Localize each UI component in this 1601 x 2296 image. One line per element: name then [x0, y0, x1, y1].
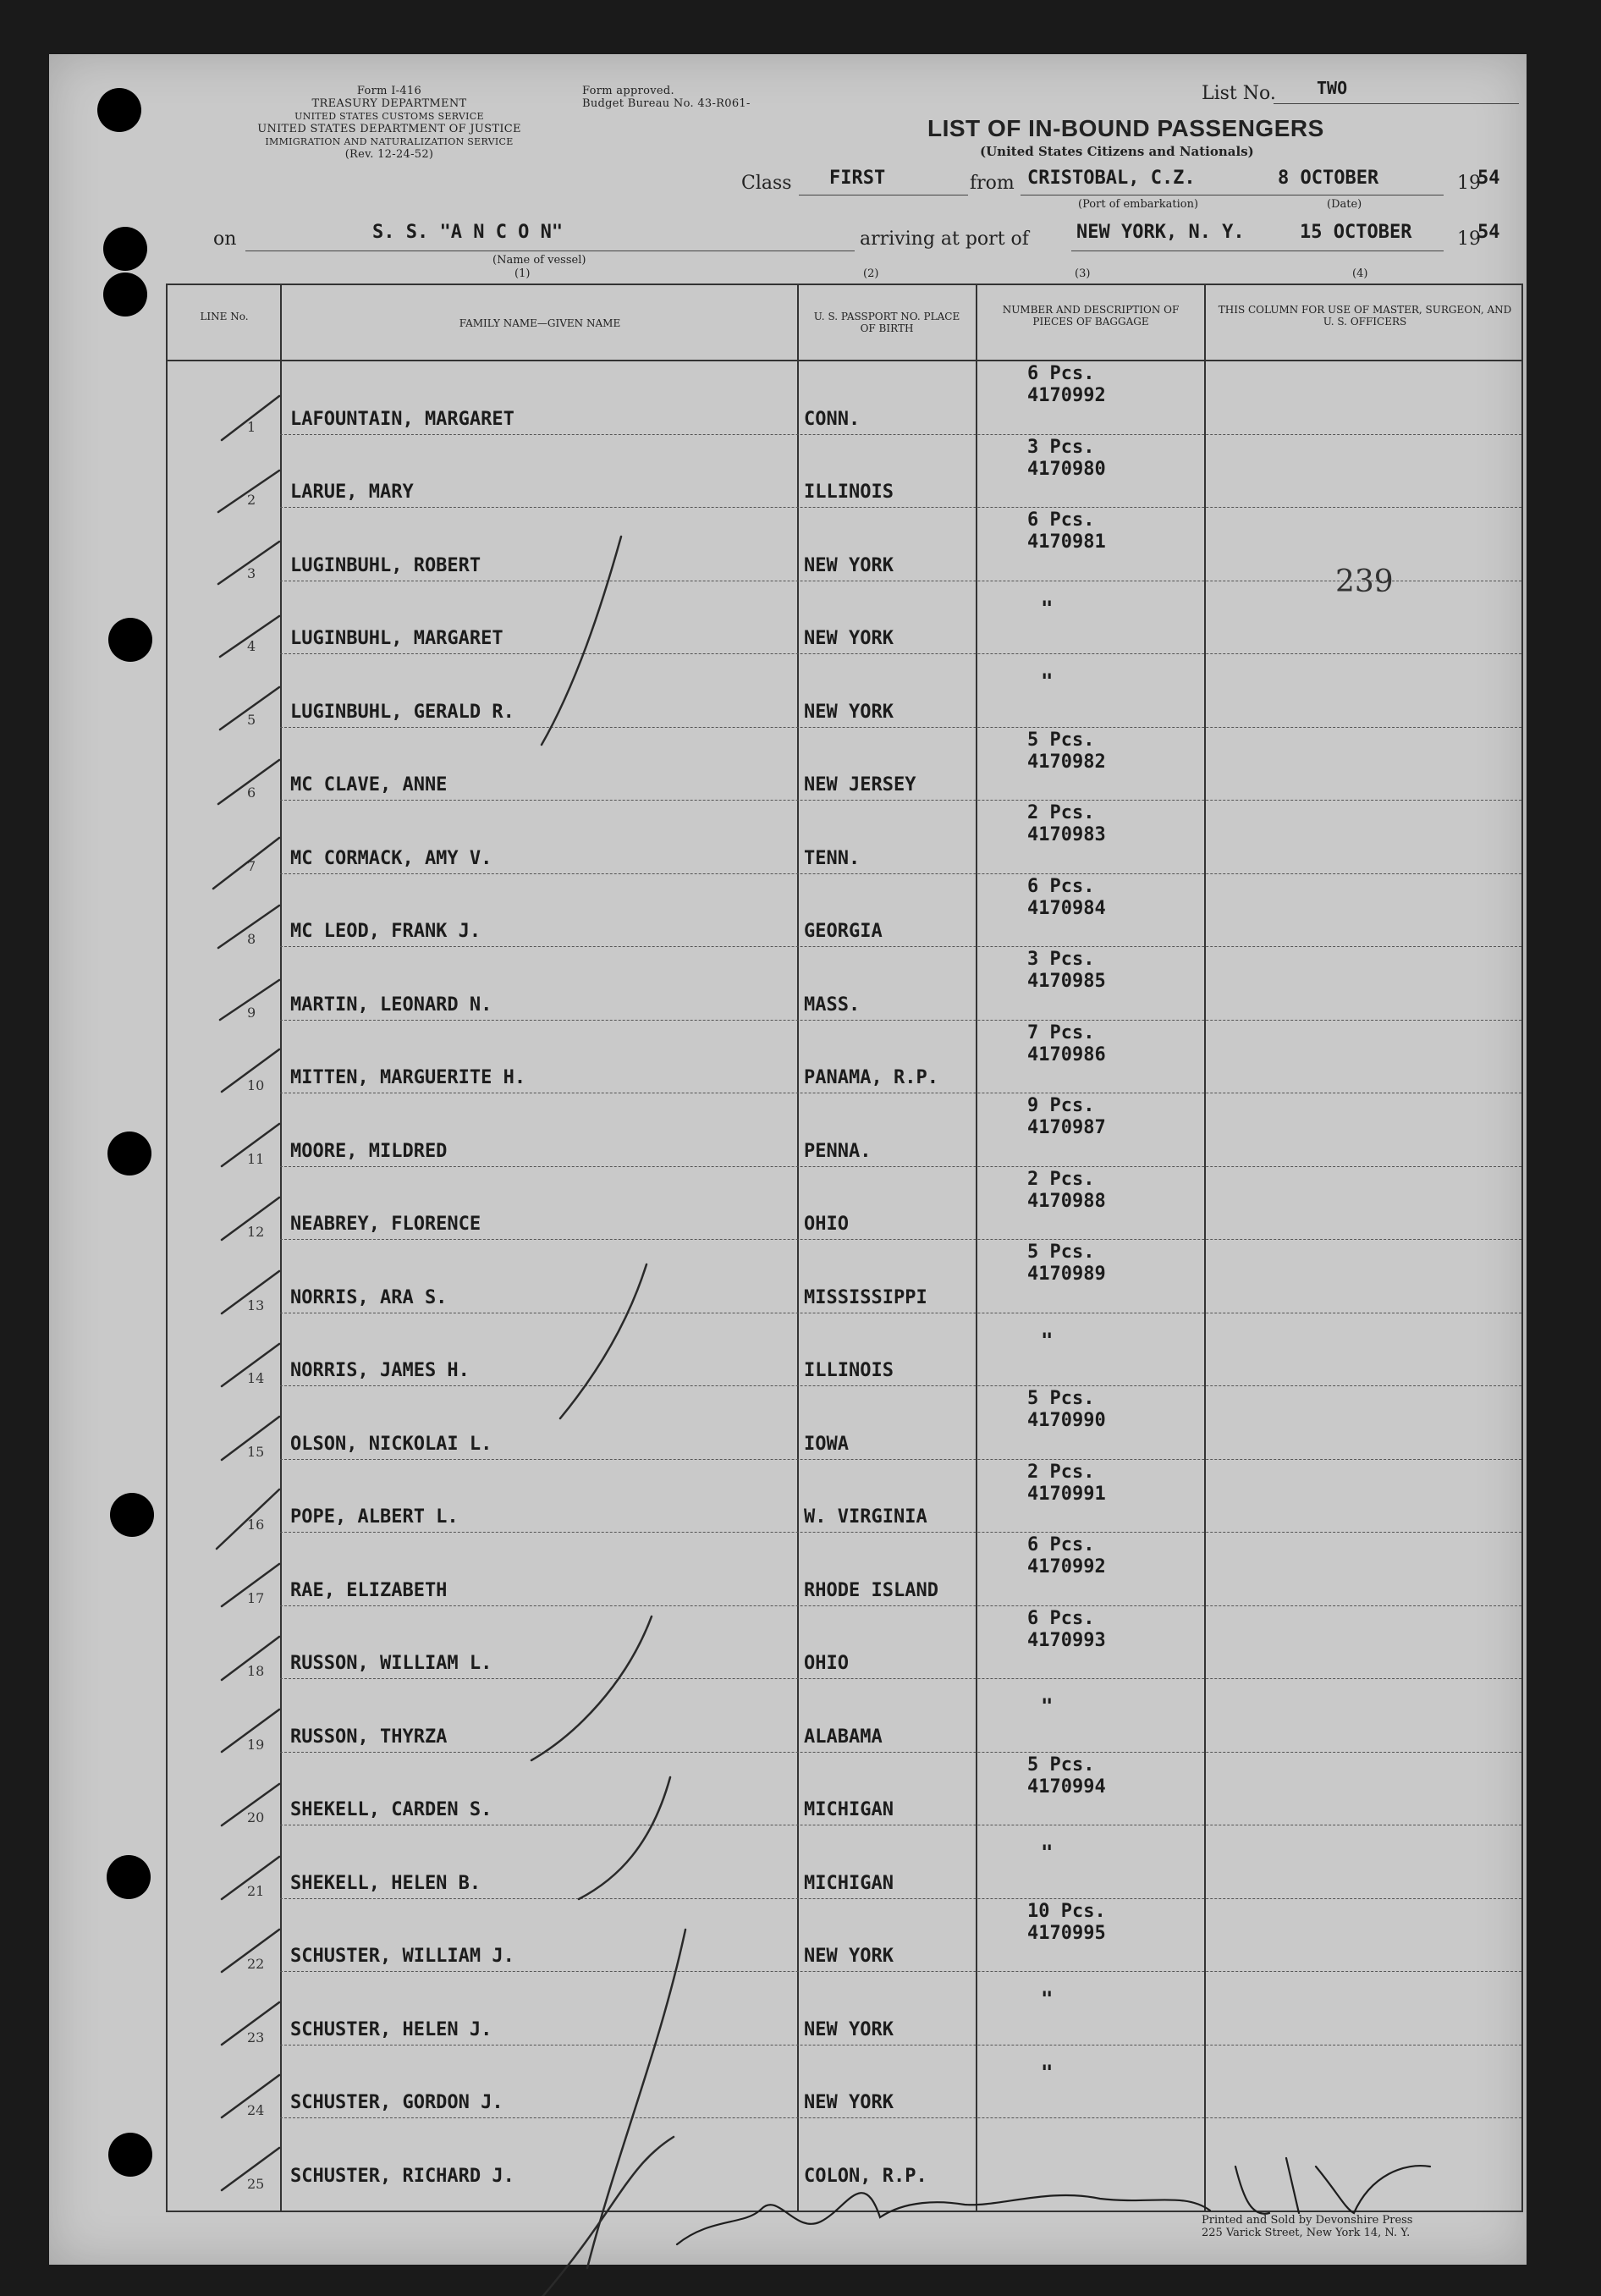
baggage-number: 4170987	[1027, 1117, 1106, 1138]
passenger-name: LAFOUNTAIN, MARGARET	[290, 408, 514, 430]
baggage-number: 4170983	[1027, 824, 1106, 845]
passenger-name: LARUE, MARY	[290, 482, 414, 503]
passenger-name: MARTIN, LEONARD N.	[290, 994, 492, 1016]
line-number: 18	[247, 1663, 265, 1679]
line-number: 9	[247, 1004, 256, 1021]
baggage-pieces: 6 Pcs.	[1027, 509, 1095, 531]
place-of-birth: PANAMA, R.P.	[804, 1067, 938, 1088]
baggage-number: 4170992	[1027, 385, 1106, 406]
ditto-mark: "	[1041, 1841, 1054, 1864]
place-of-birth: MISSISSIPPI	[804, 1286, 927, 1308]
from-port: CRISTOBAL, C.Z.	[1027, 168, 1196, 189]
place-of-birth: W. VIRGINIA	[804, 1506, 927, 1528]
place-of-birth: ALABAMA	[804, 1726, 883, 1748]
baggage-pieces: 3 Pcs.	[1027, 949, 1095, 970]
baggage-number: 4170993	[1027, 1629, 1106, 1651]
place-of-birth: NEW YORK	[804, 1946, 894, 1967]
date-caption: (Date)	[1327, 198, 1362, 211]
passenger-name: LUGINBUHL, GERALD R.	[290, 701, 514, 723]
passenger-name: SCHUSTER, WILLIAM J.	[290, 1946, 514, 1967]
form-approved: Form approved.	[582, 85, 674, 97]
line-number: 14	[247, 1370, 265, 1386]
from-year-suffix: 54	[1477, 168, 1500, 189]
column-header-baggage: NUMBER AND DESCRIPTION OF PIECES OF BAGGAGE	[1002, 304, 1180, 328]
line-number: 2	[247, 492, 256, 508]
ditto-mark: "	[1041, 669, 1054, 693]
baggage-number: 4170994	[1027, 1776, 1106, 1798]
line-number: 1	[247, 418, 256, 435]
passenger-name: LUGINBUHL, MARGARET	[290, 628, 503, 649]
line-number: 25	[247, 2175, 265, 2192]
passenger-name: SHEKELL, CARDEN S.	[290, 1799, 492, 1820]
line-number: 8	[247, 931, 256, 947]
line-number: 13	[247, 1297, 265, 1313]
baggage-number: 4170984	[1027, 897, 1106, 919]
printer-name: Printed and Sold by Devonshire Press	[1202, 2214, 1413, 2227]
place-of-birth: MASS.	[804, 994, 861, 1016]
line-number: 12	[247, 1224, 265, 1240]
column-header-line: LINE No.	[200, 311, 249, 322]
place-of-birth: TENN.	[804, 847, 861, 869]
place-of-birth: RHODE ISLAND	[804, 1579, 938, 1601]
baggage-pieces: 6 Pcs.	[1027, 875, 1095, 897]
place-of-birth: ILLINOIS	[804, 1360, 894, 1381]
class-label: Class	[741, 173, 792, 194]
page-title: LIST OF IN-BOUND PASSENGERS	[927, 115, 1324, 141]
on-label: on	[213, 228, 237, 250]
place-of-birth: MICHIGAN	[804, 1799, 894, 1820]
column-number-3: (3)	[1075, 267, 1091, 280]
passenger-name: SCHUSTER, HELEN J.	[290, 2018, 492, 2040]
baggage-number: 4170989	[1027, 1264, 1106, 1285]
baggage-pieces: 2 Pcs.	[1027, 1461, 1095, 1483]
place-of-birth: IOWA	[804, 1433, 849, 1455]
place-of-birth: CONN.	[804, 408, 861, 430]
passenger-name: NEABREY, FLORENCE	[290, 1214, 481, 1235]
baggage-number: 4170985	[1027, 971, 1106, 992]
line-number: 24	[247, 2102, 265, 2118]
place-of-birth: OHIO	[804, 1653, 849, 1674]
baggage-number: 4170991	[1027, 1483, 1106, 1505]
arriving-year-suffix: 54	[1477, 222, 1500, 243]
line-number: 19	[247, 1736, 265, 1753]
passenger-name: MOORE, MILDRED	[290, 1140, 448, 1162]
vessel-name: S. S. "A N C O N"	[372, 222, 564, 243]
ditto-mark: "	[1041, 1987, 1054, 2011]
page-subtitle: (United States Citizens and Nationals)	[980, 144, 1254, 159]
passenger-name: SCHUSTER, RICHARD J.	[290, 2165, 514, 2187]
baggage-number: 4170980	[1027, 458, 1106, 480]
passenger-name: NORRIS, JAMES H.	[290, 1360, 470, 1381]
place-of-birth: NEW YORK	[804, 701, 894, 723]
baggage-pieces: 5 Pcs.	[1027, 729, 1095, 751]
passenger-name: SHEKELL, HELEN B.	[290, 1872, 481, 1894]
from-date: 8 OCTOBER	[1278, 168, 1379, 189]
line-number: 21	[247, 1882, 265, 1899]
column-header-passport: U. S. PASSPORT NO. PLACE OF BIRTH	[813, 311, 960, 334]
column-number-4: (4)	[1352, 267, 1368, 280]
passenger-name: MC LEOD, FRANK J.	[290, 921, 481, 942]
baggage-pieces: 3 Pcs.	[1027, 436, 1095, 458]
passenger-name: SCHUSTER, GORDON J.	[290, 2092, 503, 2113]
form-revision: (Rev. 12-24-52)	[344, 148, 434, 161]
form-number: Form I-416	[356, 85, 422, 97]
baggage-number: 4170990	[1027, 1410, 1106, 1431]
baggage-number: 4170986	[1027, 1043, 1106, 1065]
class-value: FIRST	[829, 168, 886, 189]
passenger-name: MITTEN, MARGUERITE H.	[290, 1067, 526, 1088]
baggage-number: 4170982	[1027, 751, 1106, 773]
passenger-name: NORRIS, ARA S.	[290, 1286, 448, 1308]
passenger-name: MC CLAVE, ANNE	[290, 774, 448, 796]
passenger-name: OLSON, NICKOLAI L.	[290, 1433, 492, 1455]
arriving-port: NEW YORK, N. Y.	[1076, 222, 1245, 243]
baggage-number: 4170995	[1027, 1922, 1106, 1944]
ditto-mark: "	[1041, 1328, 1054, 1352]
place-of-birth: COLON, R.P.	[804, 2165, 927, 2187]
column-number-1: (1)	[514, 267, 531, 280]
place-of-birth: NEW YORK	[804, 628, 894, 649]
line-number: 7	[247, 857, 256, 874]
arriving-year-prefix: 19	[1457, 228, 1481, 250]
printer-address: 225 Varick Street, New York 14, N. Y.	[1202, 2227, 1411, 2239]
baggage-pieces: 7 Pcs.	[1027, 1021, 1095, 1043]
baggage-pieces: 2 Pcs.	[1027, 1168, 1095, 1190]
baggage-number: 4170992	[1027, 1556, 1106, 1577]
line-number: 16	[247, 1517, 265, 1533]
line-number: 5	[247, 711, 256, 728]
place-of-birth: NEW YORK	[804, 554, 894, 576]
baggage-pieces: 6 Pcs.	[1027, 1534, 1095, 1555]
budget-bureau-no: Budget Bureau No. 43-R061-	[582, 97, 751, 110]
passenger-name: POPE, ALBERT L.	[290, 1506, 459, 1528]
place-of-birth: GEORGIA	[804, 921, 883, 942]
baggage-pieces: 5 Pcs.	[1027, 1242, 1095, 1263]
place-of-birth: MICHIGAN	[804, 1872, 894, 1894]
agency-justice: UNITED STATES DEPARTMENT OF JUSTICE	[257, 123, 521, 135]
column-header-officers: THIS COLUMN FOR USE OF MASTER, SURGEON, AND U. S. OFFICERS	[1218, 304, 1512, 328]
agency-ins: IMMIGRATION AND NATURALIZATION SERVICE	[265, 136, 514, 147]
line-number: 6	[247, 785, 256, 801]
line-number: 23	[247, 2029, 265, 2045]
baggage-pieces: 5 Pcs.	[1027, 1754, 1095, 1776]
line-number: 15	[247, 1443, 265, 1460]
baggage-pieces: 5 Pcs.	[1027, 1388, 1095, 1409]
line-number: 22	[247, 1956, 265, 1972]
place-of-birth: NEW YORK	[804, 2018, 894, 2040]
baggage-pieces: 6 Pcs.	[1027, 363, 1095, 384]
annotation-number: 239	[1335, 564, 1394, 599]
baggage-pieces: 2 Pcs.	[1027, 802, 1095, 823]
line-number: 10	[247, 1077, 265, 1093]
agency-customs: UNITED STATES CUSTOMS SERVICE	[294, 111, 484, 122]
passenger-name: MC CORMACK, AMY V.	[290, 847, 492, 869]
place-of-birth: ILLINOIS	[804, 482, 894, 503]
column-header-name: FAMILY NAME—GIVEN NAME	[459, 317, 621, 329]
line-number: 4	[247, 638, 256, 654]
from-label: from	[970, 173, 1015, 194]
arriving-label: arriving at port of	[860, 228, 1029, 250]
port-caption: (Port of embarkation)	[1078, 198, 1199, 211]
passenger-name: RUSSON, WILLIAM L.	[290, 1653, 492, 1674]
list-no-label: List No.	[1202, 83, 1276, 104]
printer-imprint	[1202, 2214, 1412, 2239]
passenger-name: RAE, ELIZABETH	[290, 1579, 448, 1601]
line-number: 3	[247, 564, 256, 581]
passenger-name: RUSSON, THYRZA	[290, 1726, 448, 1748]
column-number-2: (2)	[863, 267, 879, 280]
line-number: 11	[247, 1150, 265, 1167]
ditto-mark: "	[1041, 2060, 1054, 2084]
baggage-pieces: 6 Pcs.	[1027, 1607, 1095, 1629]
place-of-birth: OHIO	[804, 1214, 849, 1235]
baggage-number: 4170981	[1027, 531, 1106, 553]
list-no-value: TWO	[1317, 78, 1348, 98]
line-number: 17	[247, 1589, 265, 1606]
baggage-number: 4170988	[1027, 1190, 1106, 1212]
ditto-mark: "	[1041, 596, 1054, 620]
place-of-birth: NEW JERSEY	[804, 774, 916, 796]
arriving-date: 15 OCTOBER	[1300, 222, 1412, 243]
ditto-mark: "	[1041, 1694, 1054, 1718]
agency-treasury: TREASURY DEPARTMENT	[311, 97, 467, 110]
place-of-birth: PENNA.	[804, 1140, 872, 1162]
place-of-birth: NEW YORK	[804, 2092, 894, 2113]
baggage-pieces: 9 Pcs.	[1027, 1095, 1095, 1116]
line-number: 20	[247, 1809, 265, 1825]
vessel-caption: (Name of vessel)	[492, 254, 586, 267]
baggage-pieces: 10 Pcs.	[1027, 1900, 1106, 1922]
from-year-prefix: 19	[1457, 173, 1481, 194]
passenger-name: LUGINBUHL, ROBERT	[290, 554, 481, 576]
